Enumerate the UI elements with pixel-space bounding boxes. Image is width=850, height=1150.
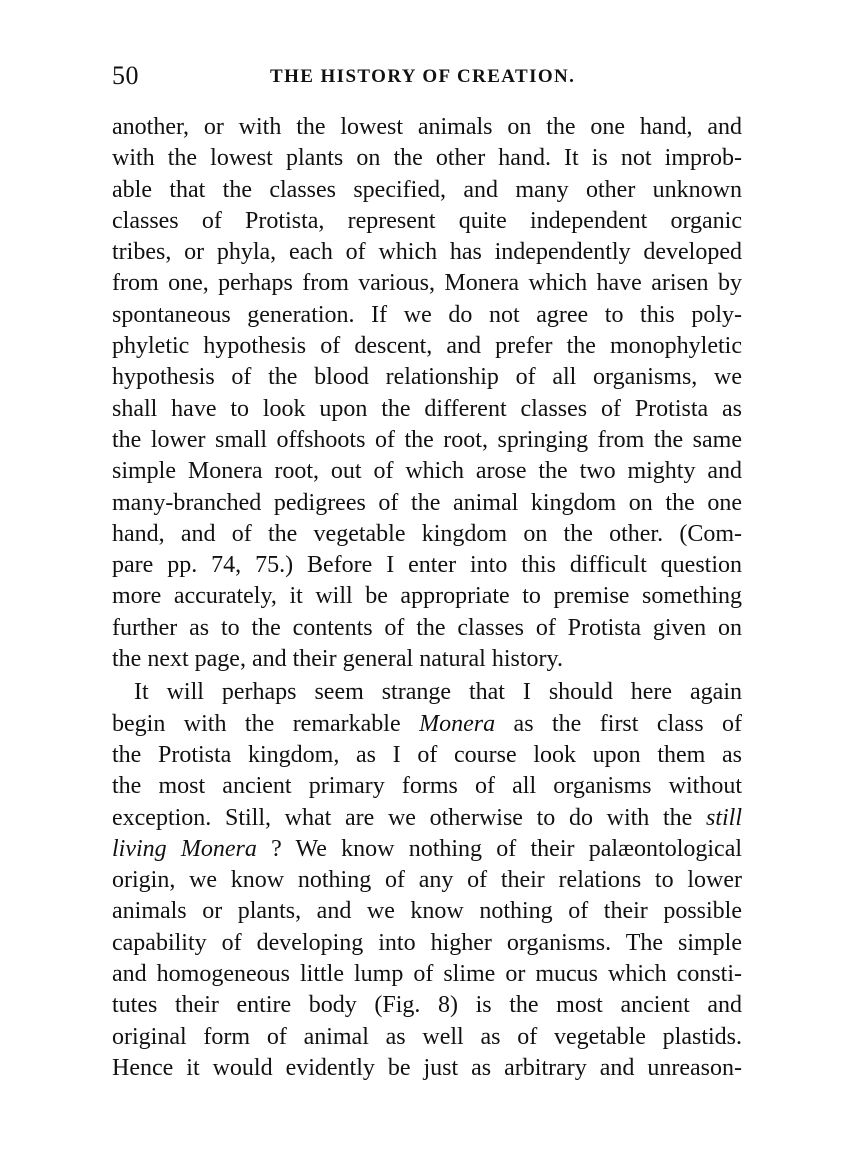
italic-term: living Monera [112, 835, 257, 862]
text-line [112, 709, 742, 740]
paragraph-1 [112, 112, 742, 675]
text-line: and homogeneous little lump of slime or mucus which consti- [112, 961, 742, 988]
text-line: hypothesis of the blood relationship of all organisms, we [112, 364, 742, 391]
text-segment: as the first class of [513, 710, 743, 737]
text-line: capability of developing into higher organisms. The simple [112, 929, 742, 956]
text-line: spontaneous generation. If we do not agree to this poly- [112, 301, 742, 328]
text-line: able that the classes specified, and many other unknown [112, 176, 742, 203]
text-segment: begin with the remarkable [112, 710, 401, 737]
text-line: tribes, or phyla, each of which has independently developed [112, 239, 742, 266]
text-line: many-branched pedigrees of the animal kingdom on the one [112, 489, 742, 516]
text-line: tutes their entire body (Fig. 8) is the most ancient and [112, 992, 742, 1019]
text-line: another, or with the lowest animals on the one hand, and [112, 114, 742, 140]
text-line: the next page, and their general natural history. [112, 646, 563, 673]
text-line [112, 803, 742, 834]
text-segment: ? We know nothing of their palæontological [271, 835, 743, 862]
text-line: with the lowest plants on the other hand. It is not improb- [112, 145, 742, 172]
text-line: further as to the contents of the classes of Protista given on [112, 614, 742, 641]
page-header [112, 60, 742, 92]
paragraph-2 [112, 677, 742, 1084]
text-line: from one, perhaps from various, Monera which have arisen by [112, 270, 742, 297]
italic-term: still [705, 804, 742, 831]
text-line: It will perhaps seem strange that I should here again [134, 679, 742, 706]
text-line: phyletic hypothesis of descent, and prefer the monophyletic [112, 333, 742, 360]
text-line: classes of Protista, represent quite independent organic [112, 207, 742, 234]
text-line: the lower small offshoots of the root, springing from the same [112, 426, 742, 453]
text-line: pare pp. 74, 75.) Before I enter into this difficult question [112, 552, 742, 579]
italic-term: Monera [419, 710, 496, 737]
text-segment: exception. Still, what are we otherwise to do with the [112, 804, 693, 831]
text-line: Hence it would evidently be just as arbitrary and unreason- [112, 1054, 742, 1081]
body-text [112, 112, 742, 1084]
page-number: 50 [112, 61, 139, 90]
text-line: origin, we know nothing of any of their relations to lower [112, 867, 742, 894]
text-line: the most ancient primary forms of all organisms without [112, 773, 742, 800]
running-title: THE HISTORY OF CREATION. [270, 66, 576, 87]
text-line: original form of animal as well as of vegetable plastids. [112, 1023, 742, 1050]
text-line: hand, and of the vegetable kingdom on the other. (Com- [112, 520, 742, 547]
text-line: simple Monera root, out of which arose the two mighty and [112, 458, 742, 485]
text-line: more accurately, it will be appropriate to premise something [112, 583, 742, 610]
text-line [112, 834, 742, 865]
text-line: shall have to look upon the different classes of Protista as [112, 395, 742, 422]
text-line: animals or plants, and we know nothing of their possible [112, 898, 742, 925]
text-line: the Protista kingdom, as I of course look upon them as [112, 741, 742, 768]
